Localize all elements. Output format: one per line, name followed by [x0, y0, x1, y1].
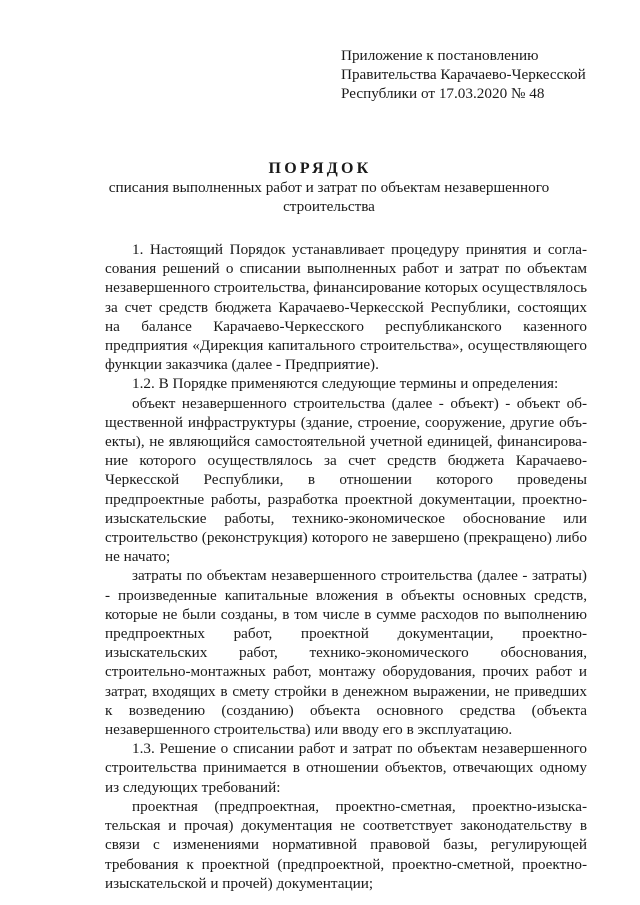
appendix-header-line-2: Правительства Карачаево-Черкесской: [341, 66, 586, 83]
paragraph-definition-costs: затраты по объектам незавершенного строительства (далее - затраты) - произведенные капитальные вложения в объекты основных средств, которые не были созданы, в том числе в сумме расходов по выполнению предпроектных работ, проектной документации, проектно-изыскательских работ, технико-экономического обоснования, строительно-монтажных работ, монтажу оборудования, прочих работ и затрат, входящих в смету стройки в денежном выражении, не приведших к возведению (созданию) объекта основного средства (объекта незавершенного строительства) или вводу его в эксплуатацию.: [105, 567, 587, 739]
appendix-header: [341, 46, 631, 103]
paragraph-1-3: 1.3. Решение о списании работ и затрат по объектам незавершенного строительства принимается в отношении объектов, отвечающих одному из следующих требований:: [105, 740, 587, 796]
document-subtitle: списания выполненных работ и затрат по объектам незавершенного строительства: [108, 179, 550, 215]
appendix-header-line-1: Приложение к постановлению: [341, 47, 539, 64]
paragraph-requirement-1: проектная (предпроектная, проектно-сметная, проектно-изыскательская и прочая) документация не соответствует законодательству в связи с изменениями нормативной правовой базы, регулирующей требования к проектной (предпроектной, проектно-сметной, проектно-изыскательской и прочей) документации;: [105, 797, 587, 892]
paragraph-definition-object: объект незавершенного строительства (далее - объект) - объект общественной инфраструктуры (здание, строение, сооружение, другие объекты), не являющийся самостоятельной учетной единицей, финансирование которого осуществлялось за счет средств бюджета Карачаево-Черкесской Республики, в отношении которого проведены предпроектные работы, разработка проектной документации, проектно-изыскательские работы, технико-экономическое обоснование или строительство (реконструкция) которого не завершено (прекращено) либо не начато;: [105, 394, 587, 566]
paragraph-1-2: 1.2. В Порядке применяются следующие термины и определения:: [132, 375, 559, 393]
paragraph-1: 1. Настоящий Порядок устанавливает процедуру принятия и согласования решений о списании выполненных работ и затрат по объектам незавершенного строительства, финансирование которых осуществлялось за счет средств бюджета Карачаево-Черкесской Республики, состоящих на балансе Карачаево-Черкесского республиканского казенного предприятия «Дирекция капитального строительства», осуществляющего функции заказчика (далее - Предприятие).: [105, 241, 587, 374]
document-title: ПОРЯДОК: [268, 160, 372, 177]
appendix-header-line-3: Республики от 17.03.2020 № 48: [341, 85, 545, 102]
document-body: [105, 240, 587, 893]
